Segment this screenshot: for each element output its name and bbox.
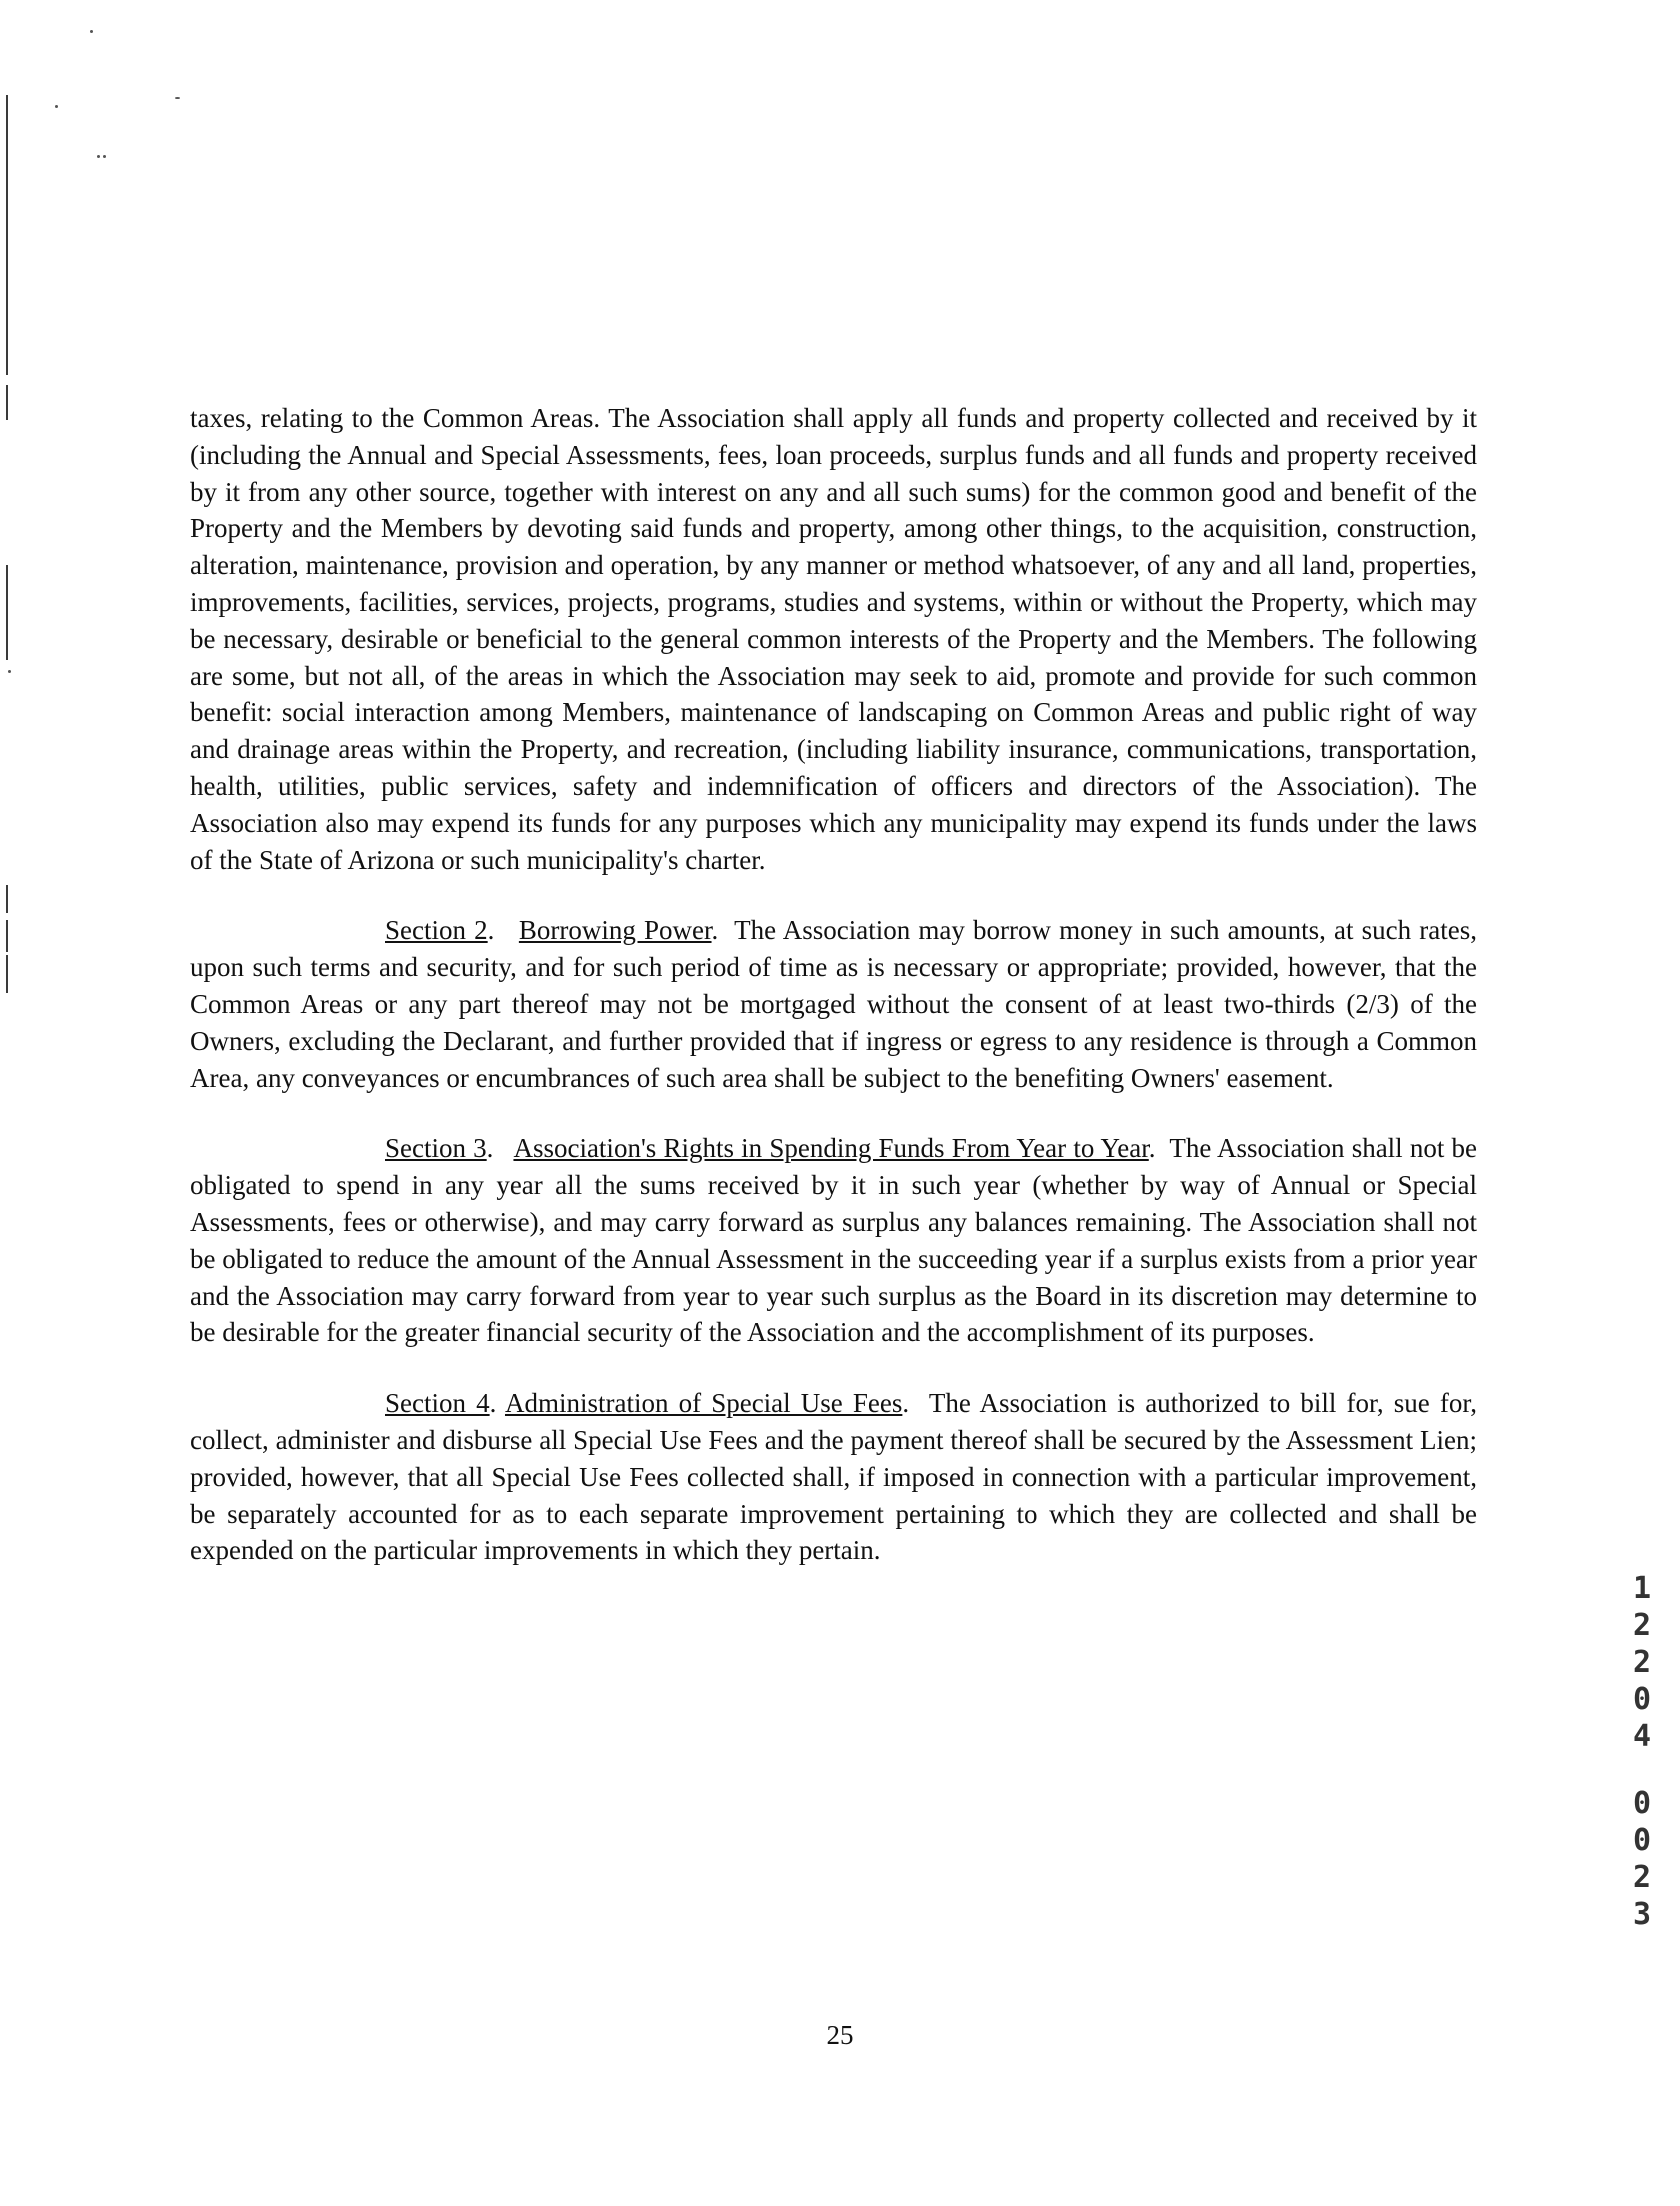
scan-speck bbox=[90, 30, 93, 33]
page-number: 25 bbox=[826, 2020, 854, 2050]
section-label: Section 3 bbox=[385, 1133, 487, 1164]
section-label: Section 2 bbox=[385, 915, 488, 946]
section-title: Association's Rights in Spending Funds From Year to Year bbox=[513, 1133, 1149, 1164]
scan-margin-line bbox=[6, 95, 8, 375]
stamp-gap bbox=[1624, 1755, 1660, 1785]
scan-margin-line bbox=[6, 920, 8, 952]
stamp-digit: 0 bbox=[1632, 1682, 1652, 1717]
recording-stamp bbox=[1624, 1570, 1660, 1933]
scan-speck bbox=[175, 97, 180, 99]
section-label: Section 4 bbox=[385, 1388, 490, 1419]
stamp-digit: 1 bbox=[1632, 1571, 1652, 1606]
section-title: Administration of Special Use Fees bbox=[504, 1388, 903, 1419]
scan-speck bbox=[55, 105, 58, 108]
stamp-digit: 3 bbox=[1632, 1897, 1652, 1932]
stamp-digit: 0 bbox=[1632, 1786, 1652, 1821]
stamp-digit: 2 bbox=[1632, 1645, 1652, 1680]
scan-margin-line bbox=[6, 565, 8, 660]
stamp-digit: 2 bbox=[1632, 1860, 1652, 1895]
section-3-spending-funds: Section 3. Association's Rights in Spending Funds From Year to Year. The Association shall not be obligated to spend in any year all the sums received by it in such year (whether by way of Annual or Special Assessments, fees or otherwise), and may carry forward as surplus any balances remaining. The Association shall not be obligated to reduce the amount of the Annual Assessment in the succeeding year if a surplus exists from a prior year and the Association may carry forward from year to year such surplus as the Board in its discretion may determine to be desirable for the greater financial security of the Association and the accomplishment of its purposes. bbox=[190, 1133, 1478, 1348]
section-title: Borrowing Power bbox=[518, 915, 712, 946]
scan-margin-line bbox=[6, 885, 8, 913]
paragraph-common-areas bbox=[190, 400, 1477, 878]
section-4-special-use-fees: Section 4. Administration of Special Use Fees. The Association is authorized to bill for, sue for, collect, administer and disburse all Special Use Fees and the payment thereof shall be secured by the Assessment Lien; provided, however, that all Special Use Fees collected shall, if imposed in connection with a particular improvement, be separately accounted for as to each separate improvement pertaining to which they are collected and shall be expended on the particular improvements in which they pertain. bbox=[190, 1388, 1477, 1566]
paragraph-text: taxes, relating to the Common Areas. The Association shall apply all funds and property collected and received by it (including the Annual and Special Assessments, fees, loan proceeds, surplus funds and all funds and property received by it from any other source, together with interest on any and all such sums) for the common good and benefit of the Property and the Members by devoting said funds and property, among other things, to the acquisition, construction, alteration, maintenance, provision and operation, by any manner or method whatsoever, of any and all land, properties, improvements, facilities, services, projects, programs, studies and systems, within or without the Property, which may be necessary, desirable or beneficial to the general common interests of the Property and the Members. The following are some, but not all, of the areas in which the Association may seek to aid, promote and provide for such common benefit: social interaction among Members, maintenance of landscaping on Common Areas and public right of way and drainage areas within the Property, and recreation, (including liability insurance, communications, transportation, health, utilities, public services, safety and indemnification of officers and directors of the Association). The Association also may expend its funds for any purposes which any municipality may expend its funds under the laws of the State of Arizona or such municipality's charter. bbox=[190, 403, 1477, 875]
scan-margin-line bbox=[6, 385, 8, 420]
scan-speck bbox=[8, 670, 11, 673]
stamp-digit: 2 bbox=[1632, 1608, 1652, 1643]
section-body: The Association shall not be obligated to spend in any year all the sums received by it in such year (whether by way of Annual or Special Assessments, fees or otherwise), and may carry forward as surplus any balances remaining. The Association shall not be obligated to reduce the amount of the Annual Assessment in the succeeding year if a surplus exists from a prior year and the Association may carry forward from year to year such surplus as the Board in its discretion may determine to be desirable for the greater financial security of the Association and the accomplishment of its purposes. bbox=[190, 1133, 1478, 1348]
document-body bbox=[190, 400, 1477, 1603]
section-2-borrowing-power: Section 2. Borrowing Power. The Association may borrow money in such amounts, at such rates, upon such terms and security, and for such period of time as is necessary or appropriate; provided, however, that the Common Areas or any part thereof may not be mortgaged without the consent of at least two-thirds (2/3) of the Owners, excluding the Declarant, and further provided that if ingress or egress to any residence is through a Common Area, any conveyances or encumbrances of such area shall be subject to the benefiting Owners' easement. bbox=[190, 915, 1478, 1093]
stamp-digit: 0 bbox=[1632, 1823, 1652, 1858]
scan-speck bbox=[103, 155, 106, 158]
scan-speck bbox=[97, 155, 100, 158]
stamp-digit: 4 bbox=[1632, 1719, 1652, 1754]
section-body: The Association is authorized to bill for, sue for, collect, administer and disburse all Special Use Fees and the payment thereof shall be secured by the Assessment Lien; provided, however, that all Special Use Fees collected shall, if imposed in connection with a particular improvement, be separately accounted for as to each separate improvement pertaining to which they are collected and shall be expended on the particular improvements in which they pertain. bbox=[190, 1388, 1477, 1566]
scan-margin-line bbox=[6, 955, 8, 993]
section-body: The Association may borrow money in such amounts, at such rates, upon such terms and security, and for such period of time as is necessary or appropriate; provided, however, that the Common Areas or any part thereof may not be mortgaged without the consent of at least two-thirds (2/3) of the Owners, excluding the Declarant, and further provided that if ingress or egress to any residence is through a Common Area, any conveyances or encumbrances of such area shall be subject to the benefiting Owners' easement. bbox=[190, 915, 1478, 1093]
